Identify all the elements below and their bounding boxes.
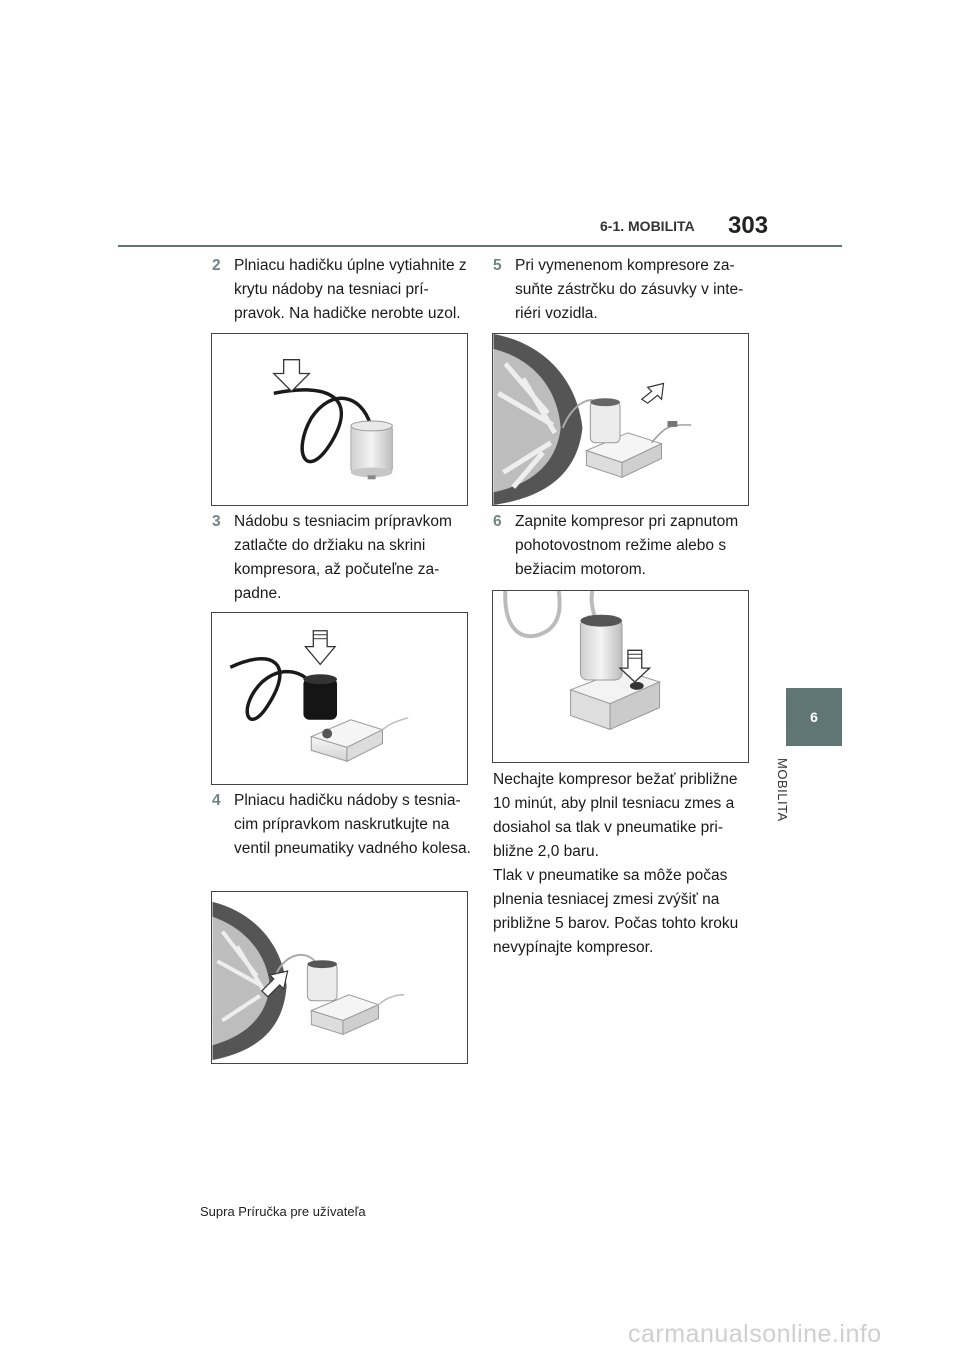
step-text: Plniacu hadičku nádoby s tesnia-cim prípravkom naskrutkujte na ventil pneumatiky vadného kolesa. [234, 792, 471, 857]
chapter-tab[interactable] [786, 688, 842, 746]
step-number: 3 [212, 513, 221, 530]
step-3 [212, 510, 474, 608]
figure-plug-socket [492, 333, 749, 506]
chapter-number: 6 [810, 709, 818, 725]
figure-bottle-insert [211, 612, 468, 785]
step-2 [212, 254, 474, 328]
step-number: 6 [493, 513, 502, 530]
section-title: 6-1. MOBILITA [600, 218, 695, 234]
chapter-label: MOBILITA [775, 758, 790, 822]
paragraph-run-time: Nechajte kompresor bežať približne 10 minút, aby plnil tesniacu zmes a dosiahol sa tlak v pneumatike pri-bližne 2,0 baru. [493, 771, 738, 860]
step-number: 2 [212, 257, 221, 274]
step-number: 5 [493, 257, 502, 274]
step-text: Plniacu hadičku úplne vytiahnite z krytu nádoby na tesniaci prí-pravok. Na hadičke nerobte uzol. [234, 257, 467, 322]
header-divider [118, 245, 842, 247]
step-4 [212, 789, 474, 887]
step-text: Nádobu s tesniacim prípravkom zatlačte do držiaku na skrini kompresora, až počuteľne za-padne. [234, 513, 452, 602]
step-number: 4 [212, 792, 221, 809]
step-6 [493, 510, 755, 584]
figure-hose-pulled [211, 333, 468, 506]
page-number: 303 [728, 212, 769, 239]
footer-manual-title: Supra Príručka pre užívateľa [200, 1204, 366, 1219]
figure-switch-on [492, 590, 749, 763]
step-5 [493, 254, 755, 328]
watermark: carmanualsonline.info [628, 1320, 882, 1348]
figure-hose-valve [211, 891, 468, 1064]
paragraph-pressure-note: Tlak v pneumatike sa môže počas plnenia tesniacej zmesi zvýšiť na približne 5 barov. Počas tohto kroku nevypínajte kompresor. [493, 867, 739, 956]
step-text: Pri vymenenom kompresore za-suňte zástrčku do zásuvky v inte-riéri vozidla. [515, 257, 744, 322]
step-text: Zapnite kompresor pri zapnutom pohotovostnom režime alebo s bežiacim motorom. [515, 513, 739, 578]
